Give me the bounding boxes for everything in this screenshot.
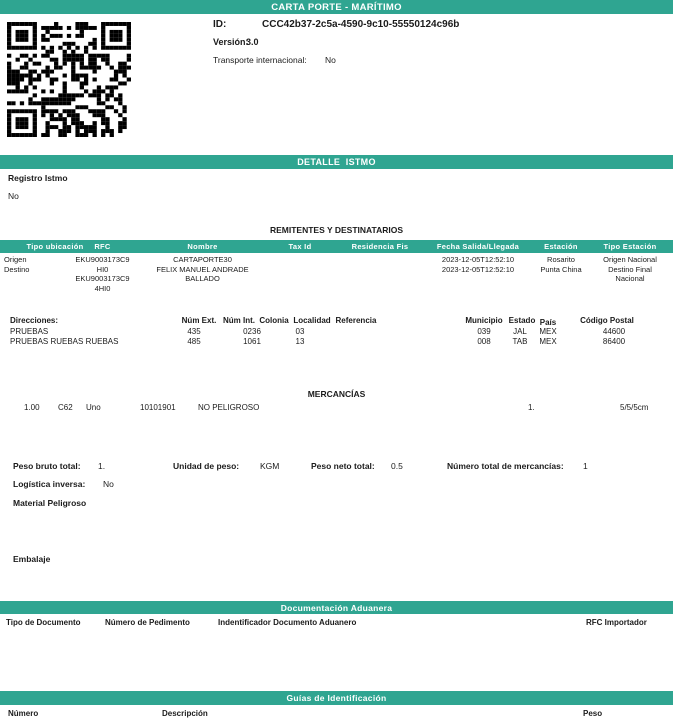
val-localidad: 13 [295,337,305,346]
cell-line: EKU9003173C9 [75,274,130,283]
hdr-num-ext: Núm Ext. [181,316,217,325]
guias-col-numero: Número [8,709,39,718]
cell-line: Destino [4,264,30,274]
hdr-estado: Estado [508,316,536,325]
doc-col-rfc-importador: RFC Importador [586,618,647,627]
qr-code-icon [7,22,131,137]
version-label: Versión: [213,37,249,47]
col-nombre: Nombre [187,242,218,251]
val-codigo-postal: 86400 [602,337,626,346]
document-title: CARTA PORTE - MARÍTIMO [271,1,402,13]
cell-tipo-estacion [594,255,666,284]
cell-line: Nacional [615,274,645,283]
cell-line: BALLADO [185,274,220,283]
val-pais: MEX [539,337,557,346]
hdr-colonia: Colonia [259,316,289,325]
mercancia-dimensiones: 5/5/5cm [620,403,649,412]
cell-line: Destino Final [608,264,652,274]
doc-col-identificador: Indentificador Documento Aduanero [218,618,357,627]
cell-fecha [428,255,528,274]
cell-line: Rosarito [547,255,575,264]
detalle-istmo-title: DETALLE ISTMO [297,157,376,167]
id-label: ID: [213,19,227,30]
document-title-bar [0,0,673,14]
cell-line: 2023-12-05T12:52:10 [441,255,515,264]
material-peligroso-label: Material Peligroso [13,498,87,508]
mercancia-unidad: Uno [86,403,101,412]
cell-estacion [530,255,592,274]
logistica-inversa-value: No [103,479,114,489]
col-rfc: RFC [94,242,111,251]
cell-line: 2023-12-05T12:52:10 [441,264,515,274]
peso-bruto-value: 1. [98,461,106,471]
mercancia-clave-unidad: C62 [58,403,73,412]
col-tax-id: Tax Id [288,242,312,251]
col-tipo-ubicacion: Tipo ubicación [26,242,84,251]
remitentes-header-bar [0,240,673,253]
cell-line: EKU9003173C9 [75,255,130,264]
guias-title: Guías de Identificación [286,693,387,703]
cell-line: 4HI0 [94,283,111,293]
documentacion-title: Documentación Aduanera [280,602,393,613]
guias-bar [0,691,673,705]
unidad-peso-value: KGM [260,461,280,471]
val-codigo-postal: 44600 [602,327,626,336]
hdr-localidad: Localidad [293,316,331,325]
direcciones-label: Direcciones: [10,316,59,325]
val-localidad: 03 [295,327,305,336]
num-total-mercancias-label: Número total de mercancías: [447,461,564,471]
embalaje-label: Embalaje [13,554,51,564]
cell-line: FELIX MANUEL ANDRADE [156,264,249,274]
direccion-line: PRUEBAS RUEBAS RUEBAS [10,337,119,346]
documentacion-bar [0,601,673,614]
mercancia-peso: 1. [528,403,535,412]
logistica-inversa-label: Logística inversa: [13,479,86,489]
guias-col-peso: Peso [583,709,603,718]
cell-line: HI0 [96,264,109,274]
col-estacion: Estación [544,242,578,251]
intl-transport-value: No [325,55,336,65]
val-pais: MEX [539,327,557,336]
val-colonia: 0236 [243,327,261,336]
remitentes-title: REMITENTES Y DESTINATARIOS [269,225,404,235]
mercancias-title: MERCANCÍAS [307,389,366,399]
cell-line: CARTAPORTE30 [173,255,232,264]
val-num-ext: 485 [187,337,201,346]
intl-transport-label: Transporte internacional: [213,55,307,65]
cell-rfc [60,255,145,293]
mercancia-cantidad: 1.00 [24,403,40,412]
cell-line: Origen [4,255,27,264]
mercancia-descripcion: NO PELIGROSO [198,403,260,412]
peso-neto-value: 0.5 [391,461,403,471]
val-estado: TAB [512,337,528,346]
peso-bruto-label: Peso bruto total: [13,461,81,471]
doc-col-numero-pedimento: Número de Pedimento [105,618,190,627]
peso-neto-label: Peso neto total: [311,461,375,471]
doc-col-tipo-documento: Tipo de Documento [6,618,81,627]
hdr-pais: País [539,318,557,327]
val-colonia: 1061 [243,337,261,346]
val-estado: JAL [513,327,527,336]
id-value: CCC42b37-2c5a-4590-9c10-55550124c96b [262,19,460,30]
hdr-municipio: Municipio [465,316,503,325]
unidad-peso-label: Unidad de peso: [173,461,240,471]
cell-line: Punta China [540,264,582,274]
hdr-codigo-postal: Código Postal [580,316,634,325]
registro-istmo-label: Registro Istmo [8,173,68,183]
val-municipio: 008 [477,337,491,346]
direccion-line: PRUEBAS [10,327,49,336]
col-fecha-salida-llegada: Fecha Salida/Llegada [436,242,520,251]
detalle-istmo-bar [0,155,673,169]
mercancia-clave-producto: 10101901 [140,403,176,412]
val-num-ext: 435 [187,327,201,336]
cell-nombre [145,255,260,284]
hdr-num-int: Núm Int. [223,316,255,325]
registro-istmo-value: No [8,191,19,201]
version-value: 3.0 [246,37,259,47]
col-residencia-fis: Residencia Fis [351,242,409,251]
col-tipo-estacion: Tipo Estación [603,242,657,251]
hdr-referencia: Referencia [335,316,377,325]
cell-line: Origen Nacional [603,255,657,264]
val-municipio: 039 [477,327,491,336]
guias-col-descripcion: Descripción [162,709,208,718]
num-total-mercancias-value: 1 [583,461,588,471]
